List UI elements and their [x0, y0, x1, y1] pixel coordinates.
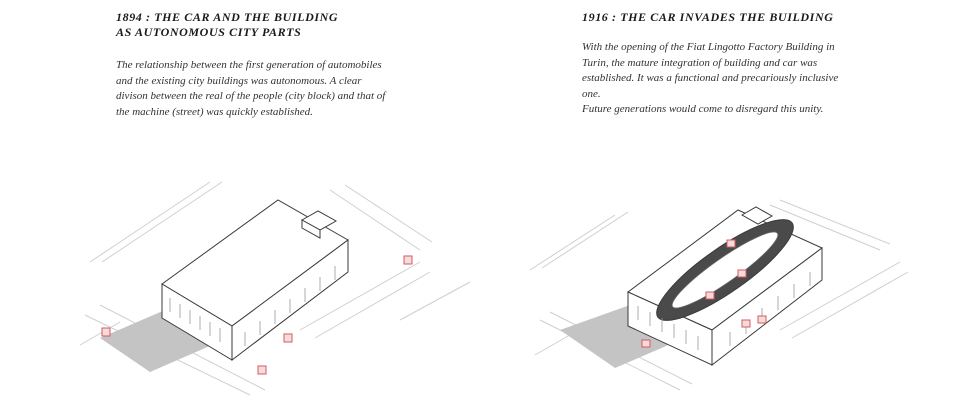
car	[742, 320, 750, 327]
panel-description: The relationship between the first generation of automobiles and the existing city buildings was autonomous. A clear divison between the real of the people (city block) and that of the machine (street) was quickly established.	[116, 59, 386, 118]
car	[258, 366, 266, 374]
car	[758, 316, 766, 323]
title-line-1: 1916 : THE CAR INVADES THE BUILDING	[582, 10, 834, 24]
title-line-1: 1894 : THE CAR AND THE BUILDING	[116, 10, 339, 24]
description-paragraph-1: With the opening of the Fiat Lingotto Factory Building in Turin, the mature integration of building and car was established. It was a functional and precariously inclusive one.	[582, 41, 839, 100]
title-line-2: AS AUTONOMOUS CITY PARTS	[116, 25, 302, 39]
car	[642, 340, 650, 347]
car	[738, 270, 746, 277]
car	[284, 334, 292, 342]
isometric-factory-diagram	[480, 0, 960, 408]
panel-1916	[480, 0, 960, 408]
car	[727, 240, 735, 247]
car	[706, 292, 714, 299]
car	[102, 328, 110, 336]
car	[404, 256, 412, 264]
description-paragraph-2: Future generations would come to disregard this unity.	[582, 103, 824, 115]
